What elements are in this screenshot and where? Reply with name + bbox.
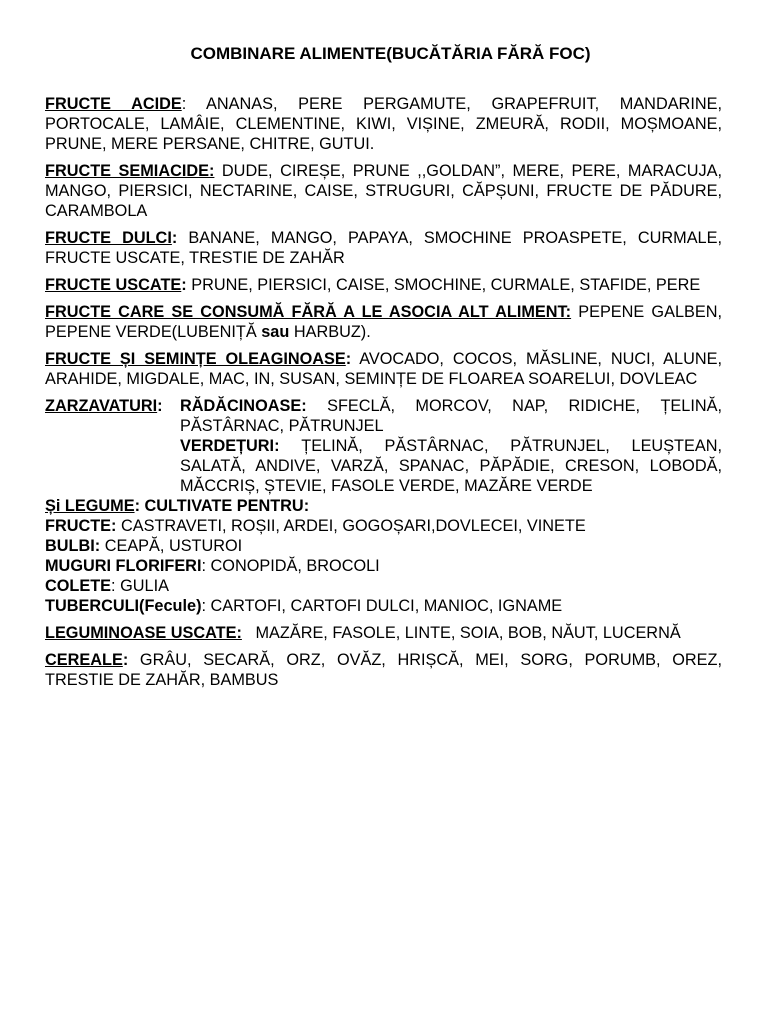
section-text: GRÂU, SECARĂ, ORZ, OVĂZ, HRIȘCĂ, MEI, SORG, PORUMB, OREZ, TRESTIE DE ZAHĂR, BAMBUS [45, 651, 722, 689]
section-fructe-oleaginoase [45, 349, 722, 389]
section-label: FRUCTE SEMIACIDE: [45, 162, 215, 180]
section-legume [45, 496, 722, 516]
document-title: COMBINARE ALIMENTE(BUCĂTĂRIA FĂRĂ FOC) [190, 44, 591, 63]
zarzavaturi-radacinoase [180, 396, 722, 436]
section-fructe-uscate [45, 275, 722, 295]
zarzavaturi-verdeturi [180, 436, 722, 496]
section-text: PRUNE, PIERSICI, CAISE, SMOCHINE, CURMALE, STAFIDE, PERE [186, 276, 701, 294]
section-cereale [45, 650, 722, 690]
subsection-text: ȚELINĂ, PĂSTÂRNAC, PĂTRUNJEL, LEUȘTEAN, SALATĂ, ANDIVE, VARZĂ, SPANAC, PĂPĂDIE, CRESON, LOBODĂ, MĂCCRIȘ, ȘTEVIE, FASOLE VERDE, MAZĂRE VERDE [180, 437, 722, 495]
legume-item [45, 556, 722, 576]
section-text: MAZĂRE, FASOLE, LINTE, SOIA, BOB, NĂUT, LUCERNĂ [241, 624, 681, 642]
section-label: Și LEGUME [45, 497, 135, 515]
legume-item-label: COLETE [45, 577, 112, 595]
subsection-label: VERDEȚURI: [180, 437, 280, 455]
section-text: : ANANAS, PERE PERGAMUTE, GRAPEFRUIT, MANDARINE, PORTOCALE, LAMÂIE, CLEMENTINE, KIWI, VIȘINE, ZMEURĂ, RODII, MOȘMOANE, PRUNE, MERE PERSANE, CHITRE, GUTUI. [45, 95, 722, 153]
section-fructe-separate [45, 302, 722, 342]
section-bold-word: sau [261, 323, 290, 341]
legume-item-label: TUBERCULI(Fecule) [45, 597, 202, 615]
section-text: DUDE, CIREȘE, PRUNE ,,GOLDAN”, MERE, PERE, MARACUJA, MANGO, PIERSICI, NECTARINE, CAISE, STRUGURI, CĂPȘUNI, FRUCTE DE PĂDURE, CARAMBOLA [45, 162, 722, 220]
section-colon: : [122, 651, 129, 669]
section-fructe-acide [45, 94, 722, 154]
section-label: FRUCTE ACIDE [45, 95, 182, 113]
section-fructe-dulci [45, 228, 722, 268]
section-colon: : [171, 229, 178, 247]
legume-item [45, 576, 722, 596]
legume-item-text: : CARTOFI, CARTOFI DULCI, MANIOC, IGNAME [201, 597, 563, 615]
section-label: CEREALE [45, 651, 123, 669]
section-label: FRUCTE CARE SE CONSUMĂ FĂRĂ A LE ASOCIA ALT ALIMENT: [45, 303, 572, 321]
subsection-label: RĂDĂCINOASE: [180, 397, 307, 415]
section-subtitle: : CULTIVATE PENTRU: [134, 497, 310, 515]
legume-item-text: : GULIA [111, 577, 169, 595]
section-text: AVOCADO, COCOS, MĂSLINE, NUCI, ALUNE, ARAHIDE, MIGDALE, MAC, IN, SUSAN, SEMINȚE DE FLOAREA SOARELUI, DOVLEAC [45, 350, 722, 388]
legume-item [45, 516, 722, 536]
legume-item-label: MUGURI FLORIFERI [45, 557, 202, 575]
legume-item [45, 536, 722, 556]
section-text: BANANE, MANGO, PAPAYA, SMOCHINE PROASPETE, CURMALE, FRUCTE USCATE, TRESTIE DE ZAHĂR [45, 229, 722, 267]
section-leguminoase [45, 623, 722, 643]
section-colon: : [345, 350, 352, 368]
legume-item-text: : CONOPIDĂ, BROCOLI [201, 557, 380, 575]
section-label: FRUCTE DULCI [45, 229, 172, 247]
section-text: PEPENE GALBEN, PEPENE VERDE(LUBENIȚĂ [45, 303, 722, 341]
legume-item [45, 596, 722, 616]
legume-item-label: BULBI: [45, 537, 101, 555]
section-label: FRUCTE ȘI SEMINȚE OLEAGINOASE [45, 350, 346, 368]
document-page [45, 44, 722, 697]
subsection-text: SFECLĂ, MORCOV, NAP, RIDICHE, ȚELINĂ, PĂSTÂRNAC, PĂTRUNJEL [180, 397, 722, 435]
zarzavaturi-heading [45, 396, 163, 416]
section-zarzavaturi [45, 396, 722, 496]
section-fructe-semiacide [45, 161, 722, 221]
section-text-end: HARBUZ). [289, 323, 371, 341]
section-label: LEGUMINOASE USCATE: [45, 624, 242, 642]
legume-item-text: CEAPĂ, USTUROI [100, 537, 243, 555]
section-colon: : [181, 276, 187, 294]
legume-item-label: FRUCTE: [45, 517, 117, 535]
section-colon: : [157, 397, 163, 415]
legume-item-text: CASTRAVETI, ROȘII, ARDEI, GOGOȘARI,DOVLECEI, VINETE [116, 517, 586, 535]
section-label: FRUCTE USCATE [45, 276, 182, 294]
section-label: ZARZAVATURI [45, 397, 158, 415]
